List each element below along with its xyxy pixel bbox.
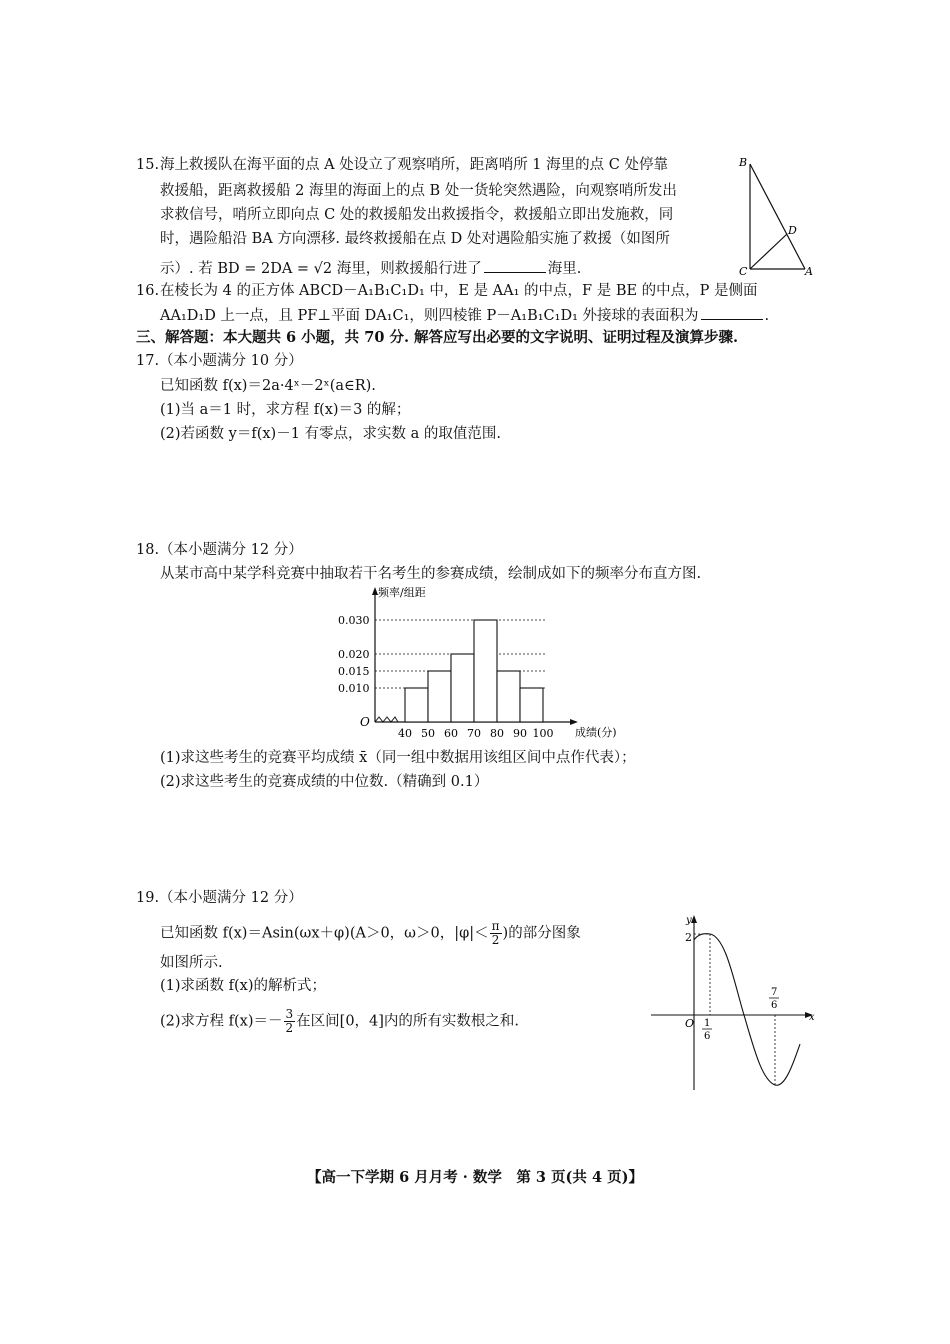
hist-bar-50-60 — [428, 671, 451, 722]
graph-frac-7-num: 7 — [771, 987, 778, 998]
q15-line-4: 时，遇险船沿 BA 方向漂移. 最终救援船在点 D 处对遇险船实施了救援（如图所 — [160, 231, 670, 247]
page-footer: 【高一下学期 6 月月考 · 数学 第 3 页(共 4 页)】 — [307, 1169, 643, 1186]
hist-bar-60-70 — [451, 654, 474, 722]
q19-line-1-text: 已知函数 f(x)＝Asin(ωx＋φ)(A＞0，ω＞0，|φ|＜ — [160, 925, 489, 942]
hist-x-tick: 90 — [513, 727, 527, 740]
q15-line-2: 救援船，距离救援船 2 海里的海面上的点 B 处一货轮突然遇险，向观察哨所发出 — [160, 183, 677, 199]
hist-y-tick: 0.015 — [338, 665, 370, 678]
graph-frac-1-den: 6 — [704, 1031, 711, 1042]
hist-x-tick: 70 — [467, 727, 481, 740]
q15-number: 15. — [136, 157, 160, 173]
graph-frac-7-den: 6 — [771, 1000, 778, 1011]
q17-heading: 17.（本小题满分 10 分） — [136, 353, 303, 369]
fig-label-a: A — [805, 265, 813, 277]
q18-line-1: 从某市高中某学科竞赛中抽取若干名考生的参赛成绩，绘制成如下的频率分布直方图. — [160, 566, 702, 582]
hist-x-tick: 100 — [532, 727, 554, 740]
hist-y-tick: 0.020 — [338, 648, 370, 661]
hist-origin: O — [360, 715, 370, 729]
pi-over-2-fraction — [490, 920, 502, 947]
fig-label-d: D — [788, 224, 797, 237]
q19-line-2: 如图所示. — [160, 955, 223, 971]
frac-2: 2 — [491, 933, 500, 947]
q19-line-1 — [160, 920, 581, 947]
q16-line-1: 在棱长为 4 的正方体 ABCD－A₁B₁C₁D₁ 中，E 是 AA₁ 的中点，F 是 BE 的中点，P 是侧面 — [160, 283, 758, 299]
q17-line-2: (1)当 a＝1 时，求方程 f(x)＝3 的解； — [160, 402, 411, 418]
q19-heading: 19.（本小题满分 12 分） — [136, 890, 303, 906]
q18-line-2: (1)求这些考生的竞赛平均成绩 x̄（同一组中数据用该组区间中点作代表）； — [160, 750, 636, 766]
q16-answer-blank — [701, 305, 763, 320]
frequency-histogram — [330, 584, 620, 744]
q15-line-5-text: 示）. 若 BD = 2DA = √2 海里，则救援船行进了 — [160, 261, 482, 277]
hist-x-tick: 60 — [444, 727, 458, 740]
hist-bar-90-100 — [520, 688, 543, 722]
three-halves-fraction — [284, 1008, 296, 1035]
hist-y-tick: 0.030 — [338, 614, 370, 627]
q16-line-2-end: . — [764, 308, 770, 324]
hist-y-label: 频率/组距 — [378, 586, 426, 599]
q17-line-3: (2)若函数 y＝f(x)－1 有零点，求实数 a 的取值范围. — [160, 426, 502, 442]
hist-y-tick: 0.010 — [338, 682, 370, 695]
q15-line-1: 海上救援队在海平面的点 A 处设立了观察哨所，距离哨所 1 海里的点 C 处停靠 — [160, 157, 668, 173]
q17-line-1: 已知函数 f(x)＝2a·4ˣ－2ˣ(a∈R). — [160, 378, 376, 394]
sine-graph — [648, 912, 823, 1094]
frac-3: 3 — [285, 1007, 294, 1021]
fig-label-c: C — [739, 265, 748, 277]
q15-answer-blank — [484, 258, 546, 273]
graph-tick-2: 2 — [685, 931, 692, 944]
q16-number: 16. — [136, 283, 160, 299]
graph-y-label: y — [686, 915, 692, 926]
frac-2b: 2 — [285, 1021, 294, 1035]
hist-bar-40-50 — [405, 688, 428, 722]
fig-label-b: B — [739, 156, 748, 169]
section-3-heading: 三、解答题：本大题共 6 小题，共 70 分. 解答应写出必要的文字说明、证明过程及演算步骤. — [136, 329, 739, 346]
q19-line-4 — [160, 1008, 519, 1035]
hist-x-tick: 40 — [398, 727, 412, 740]
q18-line-3: (2)求这些考生的竞赛成绩的中位数.（精确到 0.1） — [160, 774, 489, 790]
q19-line-4-end: 在区间[0，4]内的所有实数根之和. — [296, 1013, 520, 1030]
q19-line-3: (1)求函数 f(x)的解析式； — [160, 978, 327, 994]
q19-line-4-text: (2)求方程 f(x)＝－ — [160, 1013, 283, 1030]
q15-triangle-figure — [735, 152, 820, 277]
graph-frac-1-num: 1 — [704, 1018, 711, 1029]
hist-bar-70-80 — [474, 620, 497, 722]
q16-line-2-text: AA₁D₁D 上一点，且 PF⊥平面 DA₁C₁，则四棱锥 P－A₁B₁C₁D₁ 外接球的表面积为 — [160, 308, 699, 324]
q18-heading: 18.（本小题满分 12 分） — [136, 542, 303, 558]
hist-x-label: 成绩(分) — [575, 726, 617, 739]
graph-x-label: x — [809, 1012, 815, 1023]
q15-line-5 — [160, 258, 581, 279]
q16-line-2 — [160, 305, 769, 326]
graph-origin: O — [685, 1017, 695, 1030]
hist-bar-80-90 — [497, 671, 520, 722]
q15-line-3: 求救信号，哨所立即向点 C 处的救援船发出救援指令，救援船立即出发施救，同 — [160, 207, 674, 223]
q19-line-1-end: )的部分图象 — [502, 925, 581, 942]
q15-line-5-end: 海里. — [547, 261, 582, 277]
hist-x-tick: 80 — [490, 727, 504, 740]
frac-pi: π — [491, 919, 500, 933]
hist-x-tick: 50 — [421, 727, 435, 740]
